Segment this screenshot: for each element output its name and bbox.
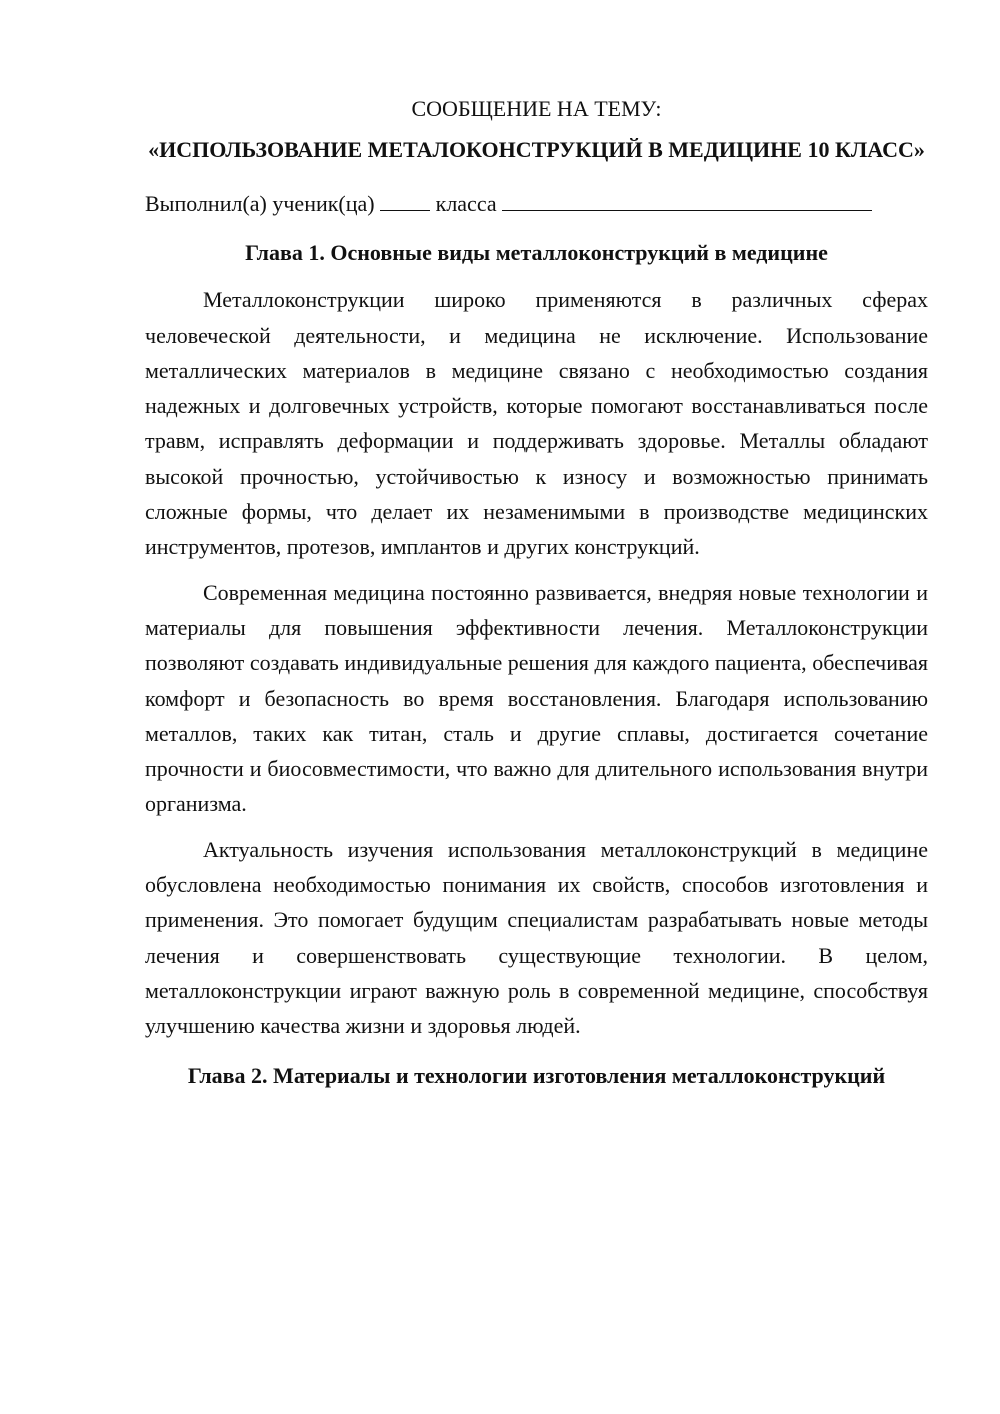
student-name-blank	[502, 190, 872, 211]
paragraph-3: Актуальность изучения использования металлоконструкций в медицине обусловлена необходимостью понимания их свойств, способов изготовления и применения. Это помогает будущим специалистам разрабатывать новые методы лечения и совершенствовать существующие технологии. В целом, металлоконструкции играют важную роль в современной медицине, способствуя улучшению качества жизни и здоровья людей.	[145, 836, 928, 1039]
document-content	[145, 90, 928, 1093]
author-line	[145, 185, 928, 223]
chapter-1-heading: Глава 1. Основные виды металлоконструкций в медицине	[245, 240, 828, 265]
chapter-2-heading: Глава 2. Материалы и технологии изготовления металлоконструкций	[187, 1062, 886, 1088]
class-number-blank	[380, 190, 430, 211]
title-line-1: СООБЩЕНИЕ НА ТЕМУ:	[411, 96, 662, 121]
paragraph-2: Современная медицина постоянно развивается, внедряя новые технологии и материалы для повышения эффективности лечения. Металлоконструкции позволяют создавать индивидуальные решения для каждого пациента, обеспечивая комфорт и безопасность во время восстановления. Благодаря использованию металлов, таких как титан, сталь и другие сплавы, достигается сочетание прочности и биосовместимости, что важно для длительного использования внутри организма.	[145, 579, 928, 817]
paragraph-1: Металлоконструкции широко применяются в различных сферах человеческой деятельности, и медицина не исключение. Использование металлических материалов в медицине связано с необходимостью создания надежных и долговечных устройств, которые помогают восстанавливаться после травм, исправлять деформации и поддерживать здоровье. Металлы обладают высокой прочностью, устойчивостью к износу и возможностью принимать сложные формы, что делает их незаменимыми в производстве медицинских инструментов, протезов, имплантов и других конструкций.	[145, 287, 928, 560]
document-title: «ИСПОЛЬЗОВАНИЕ МЕТАЛОКОНСТРУКЦИЙ В МЕДИЦИНЕ 10 КЛАСС»	[148, 137, 925, 162]
class-label: класса	[435, 191, 497, 216]
author-label: Выполнил(а) ученик(ца)	[145, 191, 375, 216]
